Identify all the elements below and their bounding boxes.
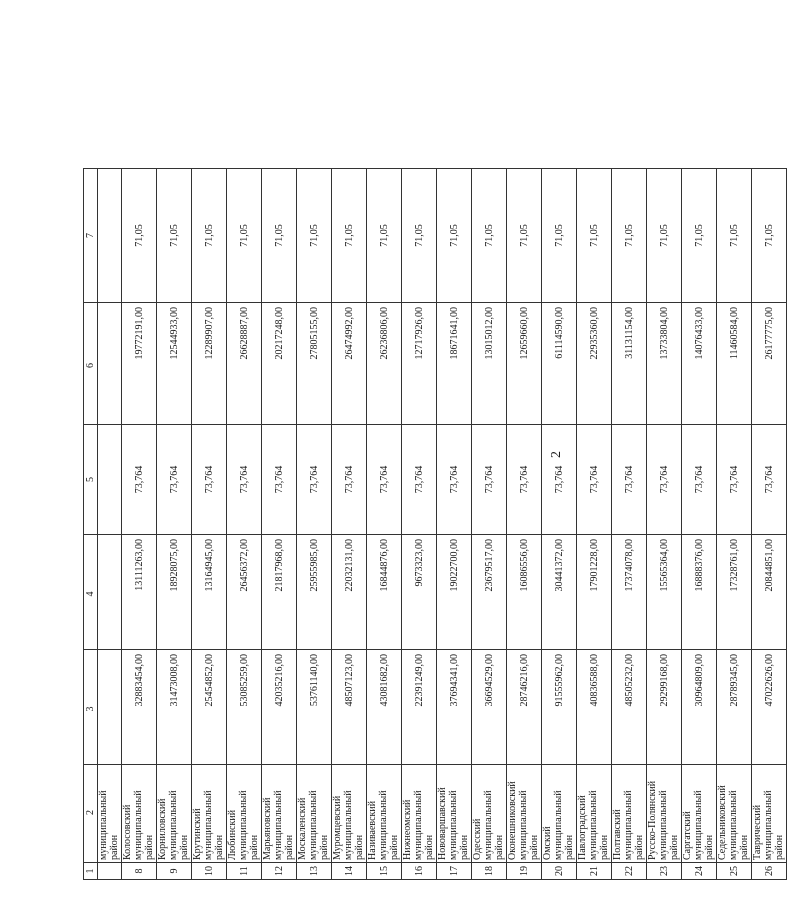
cell-value-col6: 13015012,00	[472, 303, 507, 425]
cell-value-col3: 53085259,00	[227, 650, 262, 765]
cell-value-col3: 31473008,00	[157, 650, 192, 765]
cell-value-col4: 17901228,00	[577, 535, 612, 650]
table-row	[507, 169, 542, 880]
cell-district-name: Одесский муниципальный район	[472, 765, 507, 863]
cell-value-col4: 16844876,00	[367, 535, 402, 650]
cell-value-col3: 28789345,00	[717, 650, 752, 765]
cell-value-col4: 25955985,00	[297, 535, 332, 650]
cell-district-name: Полтавский муниципальный район	[612, 765, 647, 863]
cell-coef-col7: 71,05	[262, 169, 297, 303]
cell-coef-col5: 73,764	[192, 425, 227, 535]
cell-value-col3: 48507123,00	[332, 650, 367, 765]
cell-row-number	[98, 863, 122, 880]
cell-value-col6: 31131154,00	[612, 303, 647, 425]
cell-value-col3: 32883454,00	[122, 650, 157, 765]
cell-coef-col7: 71,05	[472, 169, 507, 303]
cell-value-col4: 23679517,00	[472, 535, 507, 650]
table-row	[752, 169, 787, 880]
cell-coef-col5	[98, 425, 122, 535]
cell-coef-col5: 73,764	[437, 425, 472, 535]
cell-value-col4	[98, 535, 122, 650]
cell-coef-col7: 71,05	[402, 169, 437, 303]
cell-coef-col7: 71,05	[752, 169, 787, 303]
cell-coef-col7: 71,05	[227, 169, 262, 303]
cell-value-col3: 36694529,00	[472, 650, 507, 765]
table-row	[157, 169, 192, 880]
cell-value-col4: 22032131,00	[332, 535, 367, 650]
cell-value-col6: 12717926,00	[402, 303, 437, 425]
cell-district-name: Корниловский муниципальный район	[157, 765, 192, 863]
cell-row-number: 8	[122, 863, 157, 880]
cell-coef-col7: 71,05	[332, 169, 367, 303]
cell-value-col6: 11460584,00	[717, 303, 752, 425]
cell-district-name: Муромцевский муниципальный район	[332, 765, 367, 863]
table-row	[437, 169, 472, 880]
cell-value-col3: 53761140,00	[297, 650, 332, 765]
cell-district-name: Колосовский муниципальный район	[122, 765, 157, 863]
cell-coef-col7: 71,05	[507, 169, 542, 303]
cell-coef-col5: 73,764	[682, 425, 717, 535]
cell-district-name: Саргатский муниципальный район	[682, 765, 717, 863]
cell-row-number: 9	[157, 863, 192, 880]
cell-coef-col5: 73,764	[717, 425, 752, 535]
cell-value-col4: 4	[84, 535, 98, 650]
page-number: 2	[549, 451, 564, 458]
cell-value-col4: 13164945,00	[192, 535, 227, 650]
cell-value-col4: 18928075,00	[157, 535, 192, 650]
header-row	[84, 169, 98, 880]
cell-district-name: Марьяновский муниципальный район	[262, 765, 297, 863]
cell-value-col4: 21817968,00	[262, 535, 297, 650]
cell-district-name: Таврический муниципальный район	[752, 765, 787, 863]
cell-value-col6: 6	[84, 303, 98, 425]
cell-row-number: 22	[612, 863, 647, 880]
cell-value-col6: 22935360,00	[577, 303, 612, 425]
cell-value-col4: 30441372,00	[542, 535, 577, 650]
cell-value-col4: 9673323,00	[402, 535, 437, 650]
cell-coef-col5: 73,764	[367, 425, 402, 535]
cell-row-number: 15	[367, 863, 402, 880]
table-row	[577, 169, 612, 880]
table-row	[647, 169, 682, 880]
cell-value-col6: 14076433,00	[682, 303, 717, 425]
table-row	[402, 169, 437, 880]
table-row	[332, 169, 367, 880]
cell-value-col6: 13733804,00	[647, 303, 682, 425]
cell-coef-col7: 71,05	[542, 169, 577, 303]
cell-row-number: 24	[682, 863, 717, 880]
cell-value-col6: 12544933,00	[157, 303, 192, 425]
cell-coef-col7: 7	[84, 169, 98, 303]
table-row	[98, 169, 122, 880]
table-row	[367, 169, 402, 880]
table-row	[262, 169, 297, 880]
cell-district-name: Називаевский муниципальный район	[367, 765, 402, 863]
cell-value-col6: 26628887,00	[227, 303, 262, 425]
cell-row-number: 23	[647, 863, 682, 880]
cell-value-col3: 47022626,00	[752, 650, 787, 765]
cell-district-name: Седельниковский муниципальный район	[717, 765, 752, 863]
cell-district-name: Нижнеомский муниципальный район	[402, 765, 437, 863]
cell-value-col3: 3	[84, 650, 98, 765]
table-row	[542, 169, 577, 880]
table-row	[122, 169, 157, 880]
cell-value-col3: 25454852,00	[192, 650, 227, 765]
cell-row-number: 18	[472, 863, 507, 880]
cell-coef-col5: 73,764	[507, 425, 542, 535]
cell-coef-col5: 73,764	[647, 425, 682, 535]
cell-row-number: 25	[717, 863, 752, 880]
cell-coef-col7: 71,05	[437, 169, 472, 303]
table-row	[227, 169, 262, 880]
cell-value-col6: 18671641,00	[437, 303, 472, 425]
cell-value-col6: 26236806,00	[367, 303, 402, 425]
cell-coef-col5: 73,764	[262, 425, 297, 535]
cell-value-col6: 27805155,00	[297, 303, 332, 425]
cell-coef-col7: 71,05	[577, 169, 612, 303]
cell-coef-col5: 73,764	[472, 425, 507, 535]
cell-row-number: 1	[84, 863, 98, 880]
cell-value-col3: 22391249,00	[402, 650, 437, 765]
cell-value-col6	[98, 303, 122, 425]
cell-value-col3: 48505232,00	[612, 650, 647, 765]
cell-row-number: 10	[192, 863, 227, 880]
cell-value-col4: 15565364,00	[647, 535, 682, 650]
table-row	[192, 169, 227, 880]
cell-coef-col7: 71,05	[717, 169, 752, 303]
cell-row-number: 11	[227, 863, 262, 880]
cell-value-col6: 20217248,00	[262, 303, 297, 425]
cell-value-col4: 16086556,00	[507, 535, 542, 650]
cell-coef-col5: 73,764	[577, 425, 612, 535]
cell-coef-col5: 73,764	[612, 425, 647, 535]
cell-coef-col7: 71,05	[367, 169, 402, 303]
cell-coef-col5: 73,764	[297, 425, 332, 535]
cell-coef-col5: 73,764	[752, 425, 787, 535]
cell-row-number: 21	[577, 863, 612, 880]
cell-value-col3: 30964809,00	[682, 650, 717, 765]
cell-coef-col7: 71,05	[157, 169, 192, 303]
cell-value-col3: 43081682,00	[367, 650, 402, 765]
cell-district-name: Павлоградский муниципальный район	[577, 765, 612, 863]
cell-coef-col5: 73,764	[332, 425, 367, 535]
table-row	[472, 169, 507, 880]
cell-value-col3	[98, 650, 122, 765]
cell-row-number: 13	[297, 863, 332, 880]
cell-value-col3: 40836588,00	[577, 650, 612, 765]
cell-value-col3: 42035216,00	[262, 650, 297, 765]
cell-value-col6: 61114590,00	[542, 303, 577, 425]
cell-district-name: Оконешниковский муниципальный район	[507, 765, 542, 863]
cell-coef-col7: 71,05	[192, 169, 227, 303]
data-table	[83, 168, 787, 880]
cell-coef-col7: 71,05	[297, 169, 332, 303]
cell-district-name: 2	[84, 765, 98, 863]
table-row	[717, 169, 752, 880]
cell-value-col6: 12659660,00	[507, 303, 542, 425]
cell-value-col4: 26456372,00	[227, 535, 262, 650]
cell-coef-col5: 73,764	[157, 425, 192, 535]
table-body	[84, 169, 787, 880]
cell-row-number: 12	[262, 863, 297, 880]
table-row	[297, 169, 332, 880]
cell-district-name: Любинский муниципальный район	[227, 765, 262, 863]
table-row	[682, 169, 717, 880]
cell-coef-col7: 71,05	[682, 169, 717, 303]
cell-row-number: 17	[437, 863, 472, 880]
cell-row-number: 20	[542, 863, 577, 880]
cell-district-name: Нововаршавский муниципальный район	[437, 765, 472, 863]
cell-coef-col5: 73,764	[402, 425, 437, 535]
cell-value-col3: 91555962,00	[542, 650, 577, 765]
table-row	[612, 169, 647, 880]
cell-value-col4: 17374078,00	[612, 535, 647, 650]
cell-value-col3: 29299168,00	[647, 650, 682, 765]
cell-district-name: Москаленский муниципальный район	[297, 765, 332, 863]
cell-value-col6: 26474992,00	[332, 303, 367, 425]
cell-district-name: Крутинский муниципальный район	[192, 765, 227, 863]
cell-value-col6: 12289907,00	[192, 303, 227, 425]
cell-coef-col5: 73,764	[227, 425, 262, 535]
cell-coef-col7: 71,05	[647, 169, 682, 303]
cell-value-col6: 19772191,00	[122, 303, 157, 425]
cell-value-col4: 20844851,00	[752, 535, 787, 650]
cell-row-number: 19	[507, 863, 542, 880]
cell-row-number: 14	[332, 863, 367, 880]
rotated-content	[83, 29, 785, 880]
cell-coef-col5: 73,764	[122, 425, 157, 535]
cell-coef-col7	[98, 169, 122, 303]
cell-coef-col5: 73,764	[542, 425, 577, 535]
cell-value-col4: 16888376,00	[682, 535, 717, 650]
cell-value-col4: 19022700,00	[437, 535, 472, 650]
cell-row-number: 16	[402, 863, 437, 880]
cell-district-name: Русско-Полянский муниципальный район	[647, 765, 682, 863]
cell-coef-col5: 5	[84, 425, 98, 535]
cell-coef-col7: 71,05	[122, 169, 157, 303]
cell-value-col4: 17328761,00	[717, 535, 752, 650]
cell-district-name: муниципальный район	[98, 765, 122, 863]
cell-coef-col7: 71,05	[612, 169, 647, 303]
cell-value-col6: 26177775,00	[752, 303, 787, 425]
cell-value-col3: 28746216,00	[507, 650, 542, 765]
cell-value-col4: 13111263,00	[122, 535, 157, 650]
cell-district-name: Омский муниципальный район	[542, 765, 577, 863]
cell-row-number: 26	[752, 863, 787, 880]
cell-value-col3: 37694341,00	[437, 650, 472, 765]
